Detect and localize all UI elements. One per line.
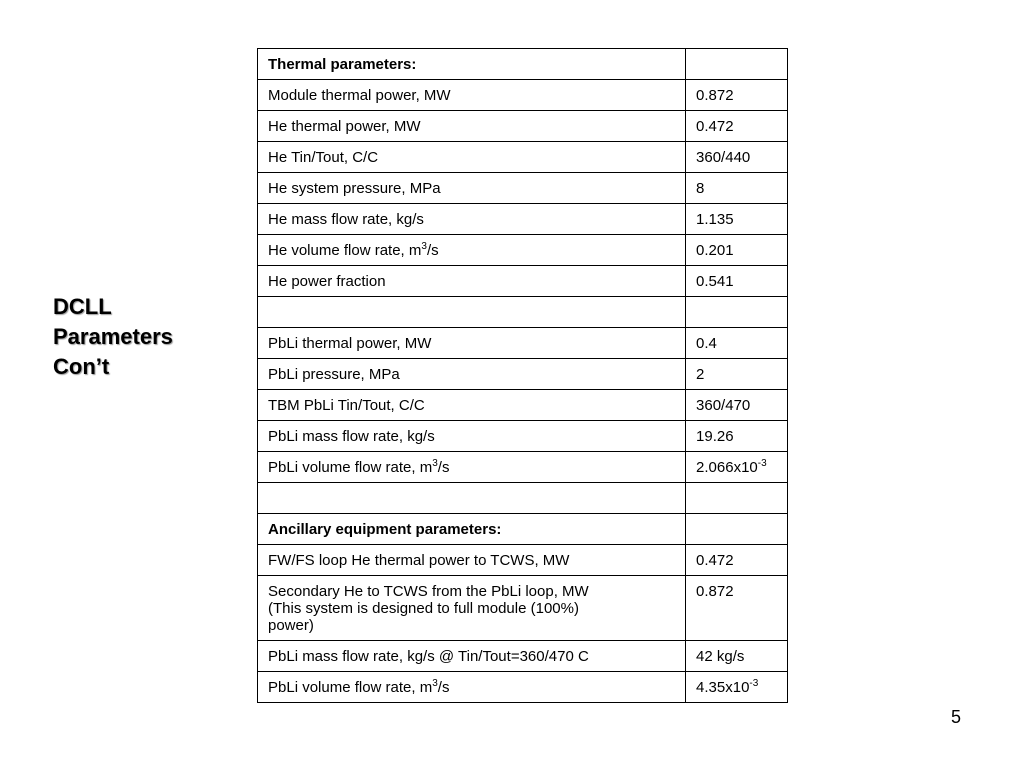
param-value: 42 kg/s [686,641,788,672]
param-label [258,483,686,514]
param-label: He power fraction [258,266,686,297]
param-value: 8 [686,173,788,204]
table-row [258,390,788,421]
table-row-empty [258,483,788,514]
param-value: 0.872 [686,80,788,111]
table-row-empty [258,297,788,328]
param-label-text: PbLi volume flow rate, m [268,459,433,476]
table-row [258,452,788,483]
param-label-line-2: (This system is designed to full module (100%) [268,600,579,617]
table-row [258,545,788,576]
param-value: 0.472 [686,545,788,576]
table-row [258,173,788,204]
superscript: 3 [421,241,427,252]
param-value [686,49,788,80]
param-label: He Tin/Tout, C/C [258,142,686,173]
page-number: 5 [951,707,962,727]
table-row [258,80,788,111]
param-value: 0.4 [686,328,788,359]
param-label-text: He volume flow rate, m [268,242,422,259]
param-label-line-3: power) [268,617,314,634]
table-row [258,142,788,173]
param-value: 0.472 [686,111,788,142]
slide-title-line-2: Parameters [53,324,173,349]
slide-title [53,292,173,382]
table-row [258,266,788,297]
param-value [686,297,788,328]
table-row [258,49,788,80]
table-row [258,514,788,545]
table-row [258,328,788,359]
param-label: TBM PbLi Tin/Tout, C/C [258,390,686,421]
slide-title-line-1: DCLL [53,294,112,319]
param-label-unit: /s [437,459,450,476]
slide-title-line-3: Con’t [53,354,110,379]
param-label: PbLi thermal power, MW [258,328,686,359]
parameters-table [257,48,788,703]
param-label [258,452,686,483]
param-label: He system pressure, MPa [258,173,686,204]
param-value: 0.541 [686,266,788,297]
table-row [258,576,788,641]
superscript: -3 [757,458,767,469]
param-value: 0.201 [686,235,788,266]
param-label: He mass flow rate, kg/s [258,204,686,235]
param-label: PbLi mass flow rate, kg/s [258,421,686,452]
param-label [258,235,686,266]
param-value-text: 4.35x10 [696,679,750,696]
param-value [686,672,788,703]
param-label: Ancillary equipment parameters: [258,514,686,545]
param-value: 360/470 [686,390,788,421]
superscript: 3 [432,678,438,689]
param-label: Module thermal power, MW [258,80,686,111]
param-value: 1.135 [686,204,788,235]
table-row [258,235,788,266]
table-row [258,421,788,452]
param-value: 2 [686,359,788,390]
param-label: Thermal parameters: [258,49,686,80]
param-label-line-1: Secondary He to TCWS from the PbLi loop, MW [268,583,589,600]
param-value: 360/440 [686,142,788,173]
param-value: 19.26 [686,421,788,452]
param-label-unit: /s [426,242,439,259]
param-value: 0.872 [686,576,788,641]
param-label [258,297,686,328]
param-value-text: 2.066x10 [696,459,758,476]
param-label: He thermal power, MW [258,111,686,142]
superscript: -3 [749,678,759,689]
table-row [258,111,788,142]
param-label [258,576,686,641]
table-row [258,641,788,672]
superscript: 3 [432,458,438,469]
param-label: PbLi mass flow rate, kg/s @ Tin/Tout=360/470 C [258,641,686,672]
param-label: FW/FS loop He thermal power to TCWS, MW [258,545,686,576]
table-row [258,672,788,703]
param-label [258,672,686,703]
param-value [686,483,788,514]
param-label: PbLi pressure, MPa [258,359,686,390]
param-value [686,452,788,483]
param-label-text: PbLi volume flow rate, m [268,679,433,696]
table-row [258,204,788,235]
param-value [686,514,788,545]
table-row [258,359,788,390]
param-label-unit: /s [437,679,450,696]
